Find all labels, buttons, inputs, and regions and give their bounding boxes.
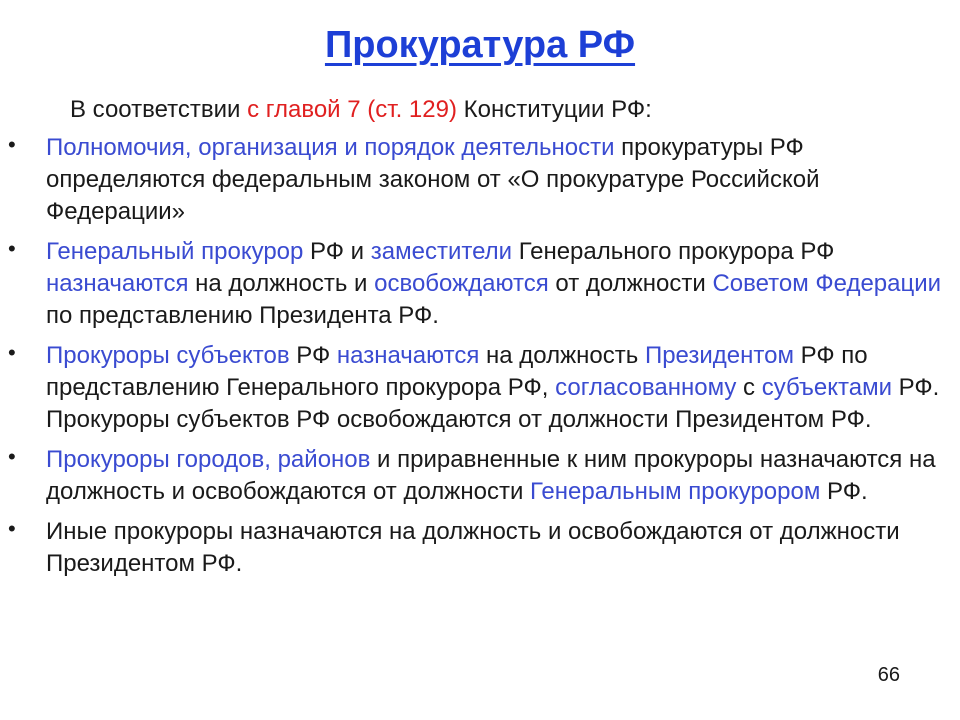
highlight-text: Прокуроры городов, районов	[46, 446, 371, 473]
bullet-item	[0, 340, 960, 436]
highlight-text: Генеральным прокурором	[530, 478, 821, 505]
highlight-text: Прокуроры субъектов	[46, 342, 290, 369]
bullet-item	[0, 516, 960, 580]
intro-segment-highlight: с главой 7 (ст. 129)	[247, 96, 457, 123]
bullet-item	[0, 236, 960, 332]
body-text: РФ	[289, 342, 337, 369]
intro-segment: В соответствии	[70, 96, 248, 123]
bullet-dot-icon: •	[8, 132, 16, 157]
body-text: прокуратуры РФ определяются федеральным законом от «О прокуратуре Российской Федерации»	[46, 134, 820, 225]
highlight-text: заместители	[370, 238, 513, 265]
body-text: РФ. Прокуроры субъектов РФ освобождаются от должности Президентом РФ.	[46, 374, 940, 433]
body-text: от должности	[548, 270, 713, 297]
body-text: по представлению Президента РФ.	[46, 302, 439, 329]
body-text: с	[736, 374, 762, 401]
slide-title: Прокуратура РФ	[324, 24, 636, 66]
bullet-list	[0, 132, 960, 588]
body-text: на должность	[479, 342, 645, 369]
body-text: РФ.	[820, 478, 868, 505]
bullet-dot-icon: •	[8, 516, 16, 541]
body-text: РФ по представлению Генерального прокурора РФ,	[46, 342, 868, 401]
intro-line	[70, 94, 930, 126]
body-text: Генерального прокурора РФ	[512, 238, 835, 265]
intro-segment: Конституции РФ:	[456, 96, 652, 123]
highlight-text: назначаются	[46, 270, 189, 297]
highlight-text: согласованному	[555, 374, 737, 401]
bullet-dot-icon: •	[8, 236, 16, 261]
highlight-text: освобождаются	[374, 270, 549, 297]
body-text: на должность и	[188, 270, 375, 297]
highlight-text: Советом Федерации	[712, 270, 942, 297]
body-text: Иные прокуроры назначаются на должность и освобождаются от должности Президентом РФ.	[46, 518, 900, 577]
bullet-item	[0, 444, 960, 508]
body-text: РФ и	[303, 238, 371, 265]
bullet-dot-icon: •	[8, 340, 16, 365]
highlight-text: назначаются	[336, 342, 480, 369]
body-text: и приравненные к ним прокуроры назначаются на должность и освобождаются от должности	[46, 446, 936, 505]
highlight-text: Президентом	[644, 342, 794, 369]
page-number: 66	[877, 664, 900, 686]
highlight-text: Полномочия, организация и порядок деятельности	[46, 134, 615, 161]
bullet-dot-icon: •	[8, 444, 16, 469]
bullet-item	[0, 132, 960, 228]
highlight-text: субъектами	[761, 374, 892, 401]
highlight-text: Генеральный прокурор	[46, 238, 304, 265]
